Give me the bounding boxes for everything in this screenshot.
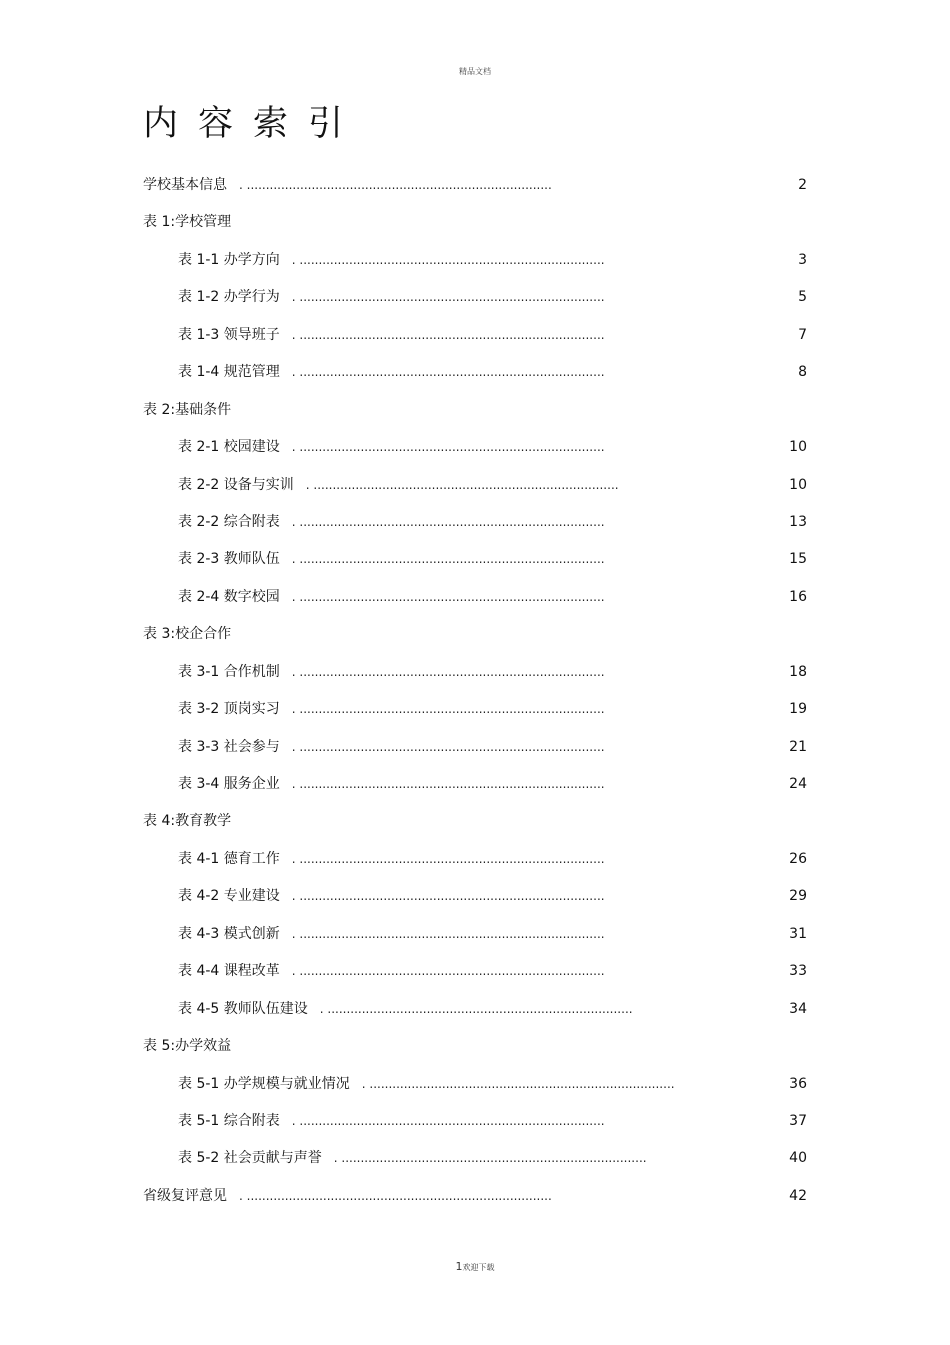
toc-page-number: 7	[798, 326, 807, 343]
toc-entry-label: 表 2-3 教师队伍	[178, 551, 280, 568]
toc-page-number: 40	[789, 1150, 807, 1167]
toc-entry-label: 表 3-4 服务企业	[178, 776, 280, 792]
toc-leader-dots: . ................................................................................	[291, 964, 605, 979]
toc-subentry[interactable]	[178, 541, 807, 578]
toc-entry[interactable]	[143, 204, 807, 241]
toc-entry-label: 表 5-1 办学规模与就业情况	[178, 1075, 350, 1092]
toc-entry[interactable]	[143, 167, 807, 204]
toc-page-number: 15	[789, 551, 807, 568]
toc-page-number: 5	[798, 289, 807, 306]
toc-subentry[interactable]	[178, 242, 807, 279]
toc-subentry[interactable]	[178, 878, 807, 915]
toc-subentry[interactable]	[178, 766, 807, 803]
toc-leader-dots: . ................................................................................	[291, 365, 605, 380]
toc-entry[interactable]	[143, 1028, 807, 1065]
toc-entry-label: 学校基本信息	[143, 177, 227, 193]
toc-entry-label: 表 3-2 顶岗实习	[178, 701, 280, 718]
toc-leader-dots: . ................................................................................	[291, 851, 605, 866]
toc-leader-dots: . ................................................................................	[291, 777, 605, 791]
toc-subentry[interactable]	[178, 953, 807, 990]
toc-subentry[interactable]	[178, 729, 807, 766]
toc-leader-dots: . ................................................................................	[291, 514, 605, 529]
toc-page-number: 10	[789, 476, 807, 493]
toc-leader-dots: . ................................................................................	[291, 440, 605, 455]
toc-subentry[interactable]	[178, 654, 807, 691]
toc-leader-dots: . ................................................................................	[291, 327, 605, 342]
toc-entry-label: 表 5-2 社会贡献与声誉	[178, 1150, 322, 1167]
toc-entry-label: 表 1-2 办学行为	[178, 289, 280, 306]
toc-leader-dots: . ................................................................................	[291, 290, 605, 305]
toc-subentry[interactable]	[178, 916, 807, 953]
toc-subentry[interactable]	[178, 354, 807, 391]
toc-subentry[interactable]	[178, 841, 807, 878]
toc-subentry[interactable]	[178, 691, 807, 728]
toc-leader-dots: . ................................................................................	[291, 552, 605, 567]
toc-leader-dots: . ................................................................................	[291, 664, 605, 679]
toc-page-number: 2	[798, 177, 807, 193]
toc-leader-dots: . ................................................................................	[239, 1188, 552, 1203]
toc-subentry[interactable]	[178, 429, 807, 466]
toc-entry-label: 表 4-3 模式创新	[178, 925, 280, 942]
toc-leader-dots: . ................................................................................	[291, 739, 605, 754]
toc-entry-label: 表 4:教育教学	[143, 813, 232, 830]
toc-entry-label: 表 2-2 设备与实训	[178, 476, 294, 493]
toc-leader-dots: . ................................................................................	[305, 477, 619, 492]
toc-page-number: 16	[789, 588, 807, 605]
toc-subentry[interactable]	[178, 504, 807, 541]
toc-subentry[interactable]	[178, 1140, 807, 1177]
toc-leader-dots: . ................................................................................	[291, 1113, 605, 1128]
toc-entry-label: 表 2-1 校园建设	[178, 439, 280, 456]
toc-entry-label: 表 4-4 课程改革	[178, 963, 280, 980]
toc-entry[interactable]	[143, 803, 807, 840]
toc-page-number: 8	[798, 364, 807, 381]
toc-page-number: 26	[789, 850, 807, 867]
toc-entry[interactable]	[143, 1178, 807, 1215]
toc-leader-dots: . ................................................................................	[361, 1076, 675, 1091]
header-note: 精品文档	[459, 67, 491, 76]
toc-subentry[interactable]	[178, 467, 807, 504]
toc-page-number: 21	[789, 738, 807, 755]
toc-entry-label: 表 1:学校管理	[143, 214, 232, 231]
toc-entry-label: 表 3-3 社会参与	[178, 738, 280, 755]
toc-page-number: 42	[789, 1187, 807, 1204]
toc-page-number: 18	[789, 663, 807, 680]
toc-page-number: 3	[798, 251, 807, 268]
toc-leader-dots: . ................................................................................	[291, 926, 605, 941]
toc-leader-dots: . ................................................................................	[291, 702, 605, 717]
toc-page-number: 37	[789, 1112, 807, 1129]
toc-subentry[interactable]	[178, 991, 807, 1028]
toc-entry[interactable]	[143, 616, 807, 653]
toc-subentry[interactable]	[178, 579, 807, 616]
toc-leader-dots: . ................................................................................	[333, 1151, 647, 1166]
toc-page-number: 34	[789, 1000, 807, 1017]
toc-subentry[interactable]	[178, 279, 807, 316]
toc-subentry[interactable]	[178, 1103, 807, 1140]
toc-page-number: 29	[789, 888, 807, 905]
toc-entry[interactable]	[143, 392, 807, 429]
toc-entry-label: 表 2-2 综合附表	[178, 513, 280, 530]
toc-entry-label: 省级复评意见	[143, 1187, 227, 1204]
footer-note: 欢迎下载	[462, 1263, 495, 1272]
toc-entry-label: 表 4-1 德育工作	[178, 850, 280, 867]
toc-entry-label: 表 4-5 教师队伍建设	[178, 1000, 308, 1017]
toc-page-number: 19	[789, 701, 807, 718]
toc-page-number: 33	[789, 963, 807, 980]
toc-page-number: 13	[789, 513, 807, 530]
toc-leader-dots: . ................................................................................	[319, 1001, 633, 1016]
toc-entry-label: 表 2-4 数字校园	[178, 588, 280, 605]
toc-leader-dots: . ................................................................................	[291, 252, 605, 267]
toc-entry-label: 表 5-1 综合附表	[178, 1112, 280, 1129]
toc-subentry[interactable]	[178, 1066, 807, 1103]
toc-page-number: 24	[789, 776, 807, 792]
toc-entry-label: 表 4-2 专业建设	[178, 888, 280, 905]
page-title: 内容索引	[143, 104, 364, 144]
table-of-contents	[143, 167, 807, 1215]
toc-leader-dots: . ................................................................................	[239, 178, 552, 192]
page-footer	[0, 1260, 950, 1273]
page-number: 1	[455, 1260, 463, 1273]
toc-page-number: 10	[789, 439, 807, 456]
toc-entry-label: 表 5:办学效益	[143, 1038, 232, 1055]
toc-entry-label: 表 1-4 规范管理	[178, 364, 280, 381]
toc-subentry[interactable]	[178, 317, 807, 354]
toc-entry-label: 表 1-1 办学方向	[178, 251, 280, 268]
toc-entry-label: 表 1-3 领导班子	[178, 326, 280, 343]
toc-entry-label: 表 2:基础条件	[143, 401, 232, 418]
toc-entry-label: 表 3-1 合作机制	[178, 663, 280, 680]
toc-page-number: 31	[789, 925, 807, 942]
toc-entry-label: 表 3:校企合作	[143, 626, 232, 643]
toc-leader-dots: . ................................................................................	[291, 589, 605, 604]
toc-leader-dots: . ................................................................................	[291, 889, 605, 904]
toc-page-number: 36	[789, 1075, 807, 1092]
